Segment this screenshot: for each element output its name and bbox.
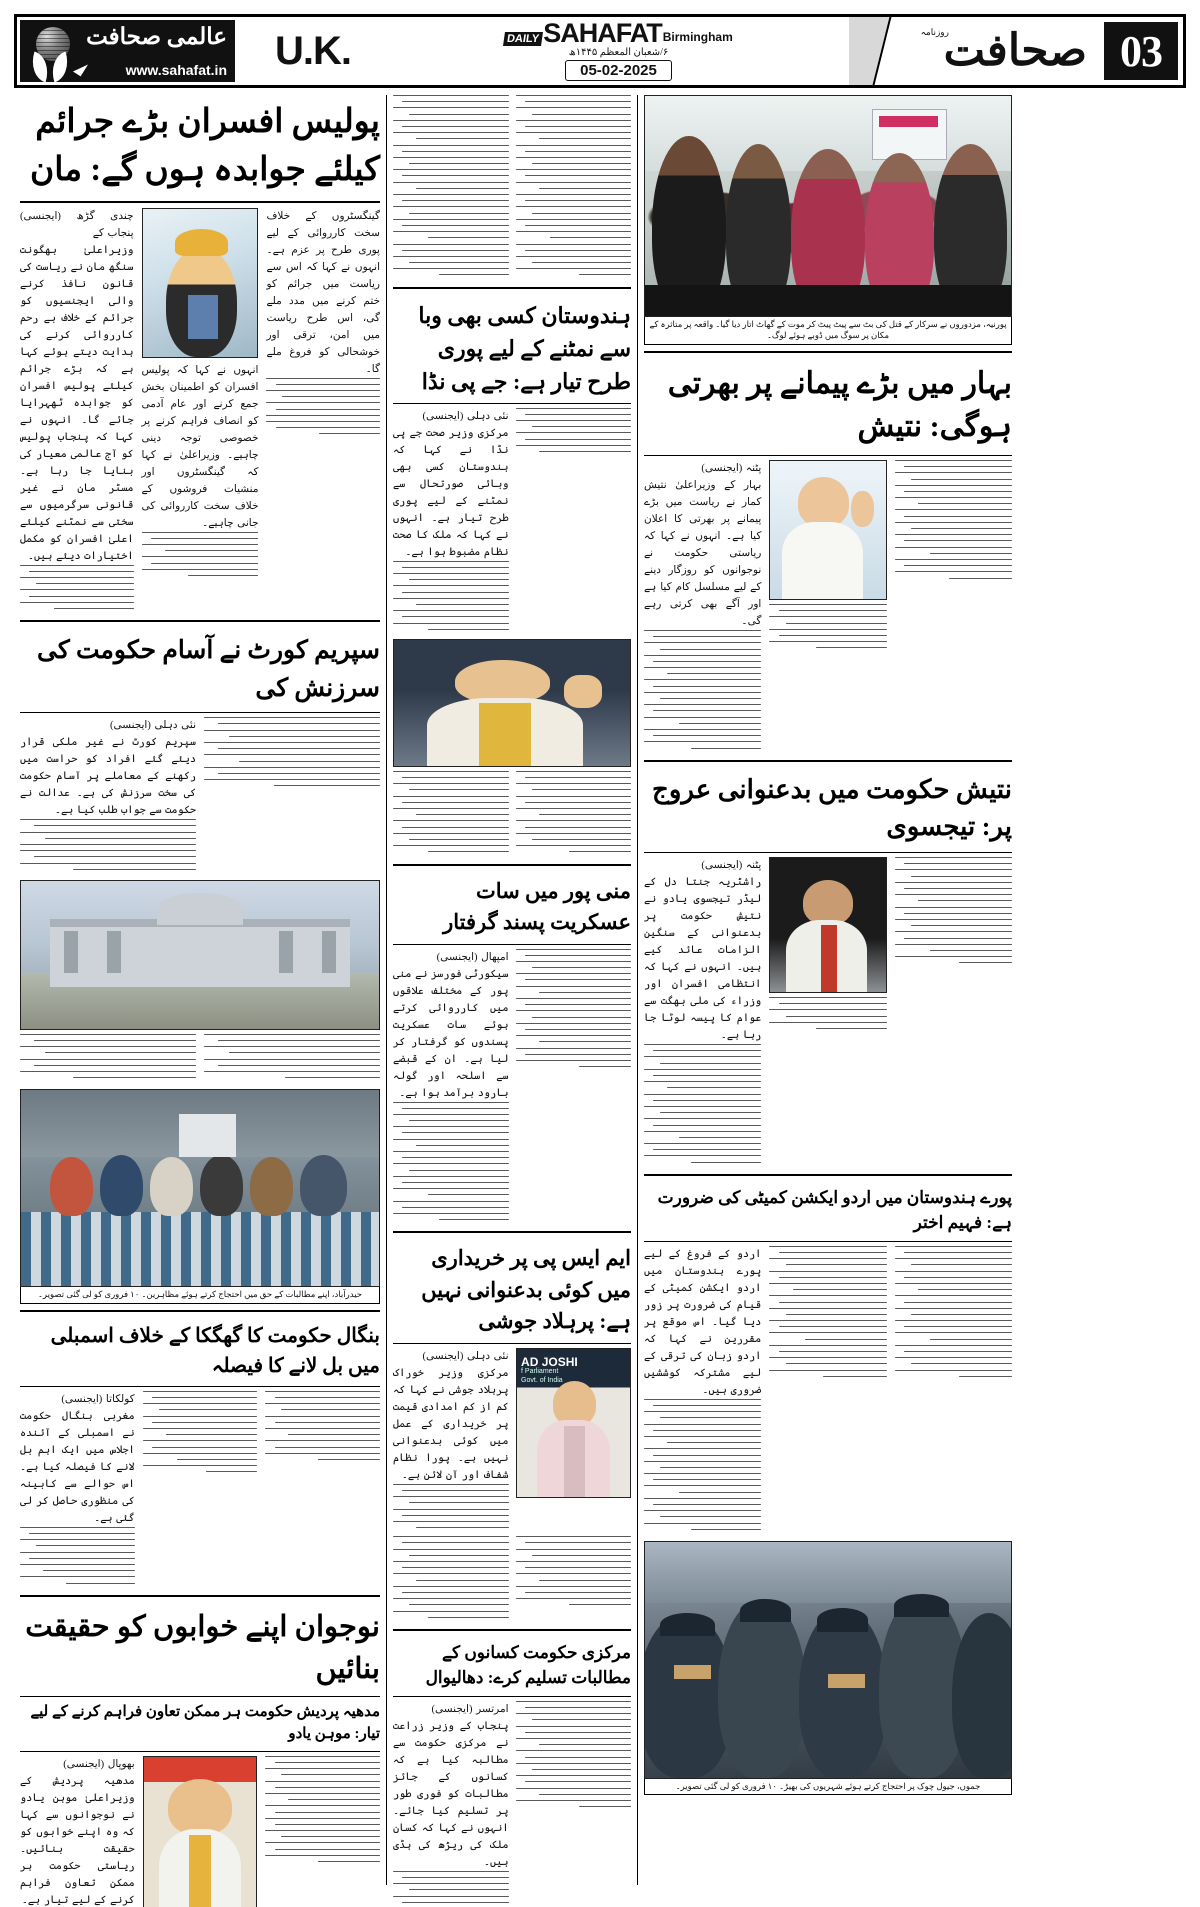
photo-sign-govt: Govt. of India — [521, 1376, 563, 1384]
lead-text-right: وزیراعلیٰ بھگونت سنگھ مان نے ریاست کی قانون نافذ کرنے والی ایجنسیوں کو جرائم کے خلاف بے رحم کارروائی کرنے کی ہدایت دیتے ہوئے کہا ہے کہ بڑے جرائم کیلئے پولیس افسران کو جوابدہ ٹھہرایا جائے گا۔ انہوں نے کہا کہ پنجاب پولیس کو آج عالمی معیار کی بنایا جا رہا ہے۔ مسٹر مان نے غیر قانونی سرگرمیوں سے سختی سے نمٹنے کیلئے اعلیٰ افسران کو مکمل اختیارات دیئے ہیں۔ — [20, 244, 134, 562]
bihar-filler-b — [769, 604, 886, 648]
paper-title-row — [504, 17, 733, 48]
tejashwi-headline: نتیش حکومت میں بدعنوانی عروج پر: تیجسوی — [652, 774, 1012, 842]
article-kisan-mutalbat — [393, 1636, 631, 1907]
manipur-dateline: امپھال (ایجنسی) — [436, 951, 509, 963]
sc-filler-b — [204, 717, 380, 786]
sahafat-logo — [20, 20, 235, 82]
article-lead — [20, 95, 380, 614]
sc-filler-d — [204, 1034, 380, 1078]
kisan-filler-b — [516, 1701, 632, 1807]
lead-filler-left — [266, 378, 380, 435]
column-right — [14, 95, 386, 1906]
kisan-headline: مرکزی حکومت کسانوں کے مطالبات تسلیم کرے: دھالیوال — [425, 1642, 631, 1688]
kisan-dateline: امرتسر (ایجنسی) — [431, 1703, 509, 1715]
divider — [644, 455, 1012, 456]
divider — [393, 1231, 631, 1233]
website-url[interactable]: www.sahafat.in — [125, 62, 227, 78]
divider — [393, 1343, 631, 1344]
divider — [20, 1386, 380, 1387]
lead-continuation — [393, 95, 631, 281]
manipur-headline: منی پور میں سات عسکریت پسند گرفتار — [443, 878, 631, 934]
divider — [20, 1595, 380, 1597]
bihar-headline: بہار میں بڑے پیمانے پر بھرتی ہوگی: نتیش — [667, 366, 1012, 444]
nameplate-title: صحافت — [943, 26, 1087, 75]
nameplate-swoosh-icon — [849, 17, 893, 85]
uc-filler-b — [769, 1246, 886, 1377]
divider — [644, 1241, 1012, 1242]
paper-name: SAHAFAT — [543, 17, 662, 48]
waba-filler-c — [393, 771, 509, 852]
manipur-filler-a — [393, 1102, 509, 1221]
lead-cont-a — [393, 95, 509, 275]
naujawan-subheadline: مدھیہ پردیش حکومت ہر ممکن تعاون فراہم کرنے کے لیے تیار: موہن یادو — [30, 1703, 380, 1743]
caption-hyderabad: حیدرآباد، اپنے مطالبات کے حق میں احتجاج کرتے ہوئے مظاہرین۔ ۱۰ فروری کو لی گئی تصویر۔ — [20, 1287, 380, 1303]
column-left — [638, 95, 1018, 1885]
naujawan-dateline: بھوپال (ایجنسی) — [63, 1758, 135, 1770]
article-hindustan-waba — [393, 294, 631, 858]
bengal-body: مغربی بنگال حکومت نے اسمبلی کے آئندہ اجلاس میں ایک اہم بل لانے کا فیصلہ کیا ہے۔ اس حوالے سے کابینہ کی منظوری حاصل کر لی گئی ہے۔ — [20, 1410, 135, 1524]
article-bengal-bill — [20, 1317, 380, 1589]
divider — [20, 1751, 380, 1752]
divider — [644, 351, 1012, 353]
article-nitish-badunwani — [644, 767, 1012, 1168]
sc-filler-c — [20, 1034, 196, 1078]
photo-sign-name: AD JOSHI — [521, 1354, 578, 1369]
photo-sign-role: f Parliament — [521, 1367, 559, 1375]
column-center — [386, 95, 638, 1885]
lead-filler-mid — [142, 532, 259, 576]
bengal-headline: بنگال حکومت کا گھگکا کے خلاف اسمبلی میں بل لانے کا فیصلہ — [50, 1324, 380, 1377]
caption-purnia: پورنیہ، مزدوروں نے سرکار کے قتل کی بٹ سے پیٹ پیٹ کر موت کے گھاٹ اتار دیا گیا۔ واقعہ پر متاثرہ کے مکان پر سوگ میں ڈوبے ہوئے لوگ۔ — [644, 317, 1012, 345]
article-urdu-committee — [644, 1181, 1012, 1796]
bengal-filler-c — [265, 1391, 380, 1460]
bengal-filler-b — [143, 1391, 258, 1472]
photo-supreme-court — [20, 880, 380, 1030]
page-body — [14, 95, 1186, 1906]
waba-filler-d — [516, 771, 632, 852]
naujawan-body: مدھیہ پردیش کے وزیراعلیٰ موہن یادو نے نوجوانوں سے کہا کہ وہ اپنے خوابوں کو حقیقت بنائیں۔ ریاستی حکومت ہر ممکن تعاون فراہم کرنے کے لیے تیار ہے۔ — [20, 1775, 135, 1906]
kisan-body: پنجاب کے وزیر زراعت نے مرکزی حکومت سے مطالبہ کیا ہے کہ کسانوں کے جائز مطالبات کو فوری طور پر تسلیم کیا جائے۔ انہوں نے کہا کہ کسان ملک کی ریڑھ کی ہڈی ہیں۔ — [393, 1720, 509, 1868]
edition-city: Birmingham — [662, 30, 733, 45]
divider — [393, 403, 631, 404]
divider — [393, 864, 631, 866]
divider — [644, 1174, 1012, 1176]
naujawan-headline: نوجوان اپنے خوابوں کو حقیقت بنائیں — [25, 1610, 380, 1685]
urdu-committee-headline: پورے ہندوستان میں اردو ایکشن کمیٹی کی ضرورت ہے: فہیم اختر — [657, 1187, 1012, 1233]
hijri-date: ۶/شعبان المعظم ۱۴۴۵ھ — [568, 47, 669, 59]
bihar-filler-a — [644, 630, 761, 749]
lead-filler-right — [20, 565, 134, 609]
daily-label: DAILY — [503, 32, 543, 46]
msp-filler-c — [516, 1536, 632, 1605]
divider — [393, 944, 631, 945]
publication-date: 05-02-2025 — [565, 60, 672, 81]
uc-filler-a — [644, 1399, 761, 1530]
divider — [20, 620, 380, 622]
divider — [20, 712, 380, 713]
tejashwi-filler-a — [644, 1044, 761, 1163]
msp-filler-b — [393, 1536, 509, 1617]
sc-body: سپریم کورٹ نے غیر ملکی قرار دیئے گئے افراد کو حراست میں رکھنے کے معاملے پر آسام حکومت کی سخت سرزنش کی ہے۔ عدالت نے حکومت سے جواب طلب کیا ہے۔ — [20, 737, 196, 817]
photo-nitish-kumar — [769, 460, 886, 600]
waba-headline: ہندوستان کسی بھی وبا سے نمٹنے کے لیے پوری طرح تیار ہے: جے پی نڈا — [418, 302, 631, 394]
divider — [393, 1696, 631, 1697]
divider — [393, 1629, 631, 1631]
divider — [393, 287, 631, 289]
photo-jammu-police — [644, 1541, 1012, 1779]
photo-tejashwi-yadav — [769, 857, 886, 993]
bengal-dateline: کولکاتا (ایجنسی) — [61, 1393, 135, 1405]
divider — [20, 201, 380, 203]
page-number: 03 — [1102, 20, 1180, 82]
lead-text-mid: انہوں نے کہا کہ پولیس افسران کو اطمینان بخش جمع کرنے اور عام آدمی کو انصاف فراہم کرنے پر خصوصی توجہ دینی چاہیے۔ وزیراعلیٰ نے کہا کہ گینگسٹروں اور منشیات فروشوں کے خلاف سخت کارروائی کی جانی چاہیے۔ — [141, 364, 259, 529]
bihar-filler-c — [895, 460, 1012, 579]
bengal-filler-a — [20, 1527, 135, 1584]
logo-urdu-text: عالمی صحافت — [86, 24, 227, 49]
waba-body: مرکزی وزیر صحت جے پی نڈا نے کہا کہ ہندوستان کسی بھی وبائی صورتحال سے نمٹنے کے لیے پوری طرح تیار ہے۔ انہوں نے کہا کہ ملک کا صحت نظام مضبوط ہوا ہے۔ — [393, 427, 509, 558]
lead-text-left: گینگسٹروں کے خلاف سخت کارروائی کے لیے پوری طرح پر عزم ہے۔ انہوں نے کہا کہ اس سے ریاست میں جرائم کو ختم کرنے میں مدد ملے گی، اس طرح ریاست میں امن، ترقی اور خوشحالی کو فروغ ملے گا۔ — [266, 210, 380, 375]
kisan-filler-a — [393, 1871, 509, 1907]
bihar-body: بہار کے وزیراعلیٰ نتیش کمار نے ریاست میں بڑے پیمانے پر بھرتی کا اعلان کیا ہے۔ انہوں نے کہا کہ ریاستی حکومت نے نوجوانوں کو روزگار دینے کے لیے مسلسل کام کیا ہے اور آگے بھی کرتی رہے گی۔ — [644, 479, 762, 627]
photo-prahlad-joshi — [516, 1348, 632, 1498]
msp-body: مرکزی وزیر خوراک پرہلاد جوشی نے کہا کہ کم از کم امدادی قیمت پر خریداری کے عمل میں کوئی بدعنوانی نہیں ہے۔ پورا نظام شفاف اور آن لائن ہے۔ — [393, 1367, 509, 1481]
article-naujawan-khwab — [20, 1602, 380, 1907]
photo-purnia-crowd — [644, 95, 1012, 317]
waba-filler-b — [516, 408, 632, 452]
uc-filler-c — [895, 1246, 1012, 1377]
photo-mohan-yadav — [143, 1756, 258, 1907]
masthead — [14, 14, 1186, 88]
divider — [20, 1310, 380, 1312]
caption-jammu: جموں، جیول چوک پر احتجاج کرتے ہوئے شہریوں کی بھیڑ۔ ۱۰ فروری کو لی گئی تصویر۔ — [644, 1779, 1012, 1795]
photo-jp-nadda — [393, 639, 631, 767]
tejashwi-filler-b — [769, 997, 886, 1029]
article-supreme-court-assam — [20, 627, 380, 1304]
tejashwi-body: راشٹریہ جنتا دل کے لیڈر تیجسوی یادو نے نتیش حکومت پر بدعنوانی کے سنگین الزامات عائد کیے ہیں۔ انہوں نے کہا کہ انتظامی افسران اور وزراء کی ملی بھگت سے عوام کا پیسہ لوٹا جا رہا ہے۔ — [644, 877, 762, 1042]
article-msp-joshi — [393, 1238, 631, 1623]
msp-dateline: نئی دہلی (ایجنسی) — [422, 1350, 509, 1362]
article-bihar-bharti — [644, 358, 1012, 754]
lead-cont-b — [516, 95, 632, 275]
tejashwi-dateline: پٹنہ (ایجنسی) — [701, 860, 762, 872]
lead-headline: پولیس افسران بڑے جرائم کیلئے جوابدہ ہوں گے: مان — [30, 104, 380, 188]
divider — [644, 852, 1012, 853]
waba-dateline: نئی دہلی (ایجنسی) — [422, 410, 509, 422]
article-manipur-arrest — [393, 871, 631, 1226]
waba-filler-a — [393, 561, 509, 630]
urdu-committee-body: اردو کے فروغ کے لیے پورے ہندوستان میں اردو ایکشن کمیٹی کے قیام کی ضرورت پر زور دیا گیا۔ اس موقع پر مقررین نے کہا کہ اردو زبان کی ترقی کے لیے مشترکہ کوششیں ضروری ہیں۔ — [644, 1248, 762, 1396]
naujawan-filler-c — [265, 1756, 380, 1862]
masthead-center — [388, 17, 849, 85]
arrow-icon — [73, 60, 88, 77]
divider — [20, 1696, 380, 1697]
photo-bhagwant-mann — [142, 208, 259, 358]
lead-dateline: چندی گڑھ (ایجنسی) پنجاب کے — [20, 210, 134, 239]
nameplate — [849, 17, 1099, 85]
sc-dateline: نئی دہلی (ایجنسی) — [109, 720, 196, 732]
bihar-dateline: پٹنہ (ایجنسی) — [701, 462, 762, 474]
manipur-filler-b — [516, 949, 632, 1068]
divider — [644, 760, 1012, 762]
msp-headline: ایم ایس پی پر خریداری میں کوئی بدعنوانی نہیں ہے: پرہلاد جوشی — [421, 1246, 631, 1334]
supreme-court-headline: سپریم کورٹ نے آسام حکومت کی سرزنش کی — [36, 637, 380, 702]
tejashwi-filler-c — [895, 857, 1012, 963]
msp-filler-a — [393, 1484, 509, 1528]
nameplate-small-label: روزنامہ — [920, 27, 949, 37]
photo-hyderabad-protest — [20, 1089, 380, 1287]
manipur-body: سیکورٹی فورسز نے منی پور کے مختلف علاقوں میں کارروائی کرتے ہوئے سات عسکریت پسندوں کو گرفتار کر لیا ہے۔ ان کے قبضے سے اسلحہ اور گولہ بارود برآمد ہوا ہے۔ — [393, 968, 509, 1099]
edition-label: U.K. — [275, 28, 351, 73]
sc-filler-a — [20, 819, 196, 870]
